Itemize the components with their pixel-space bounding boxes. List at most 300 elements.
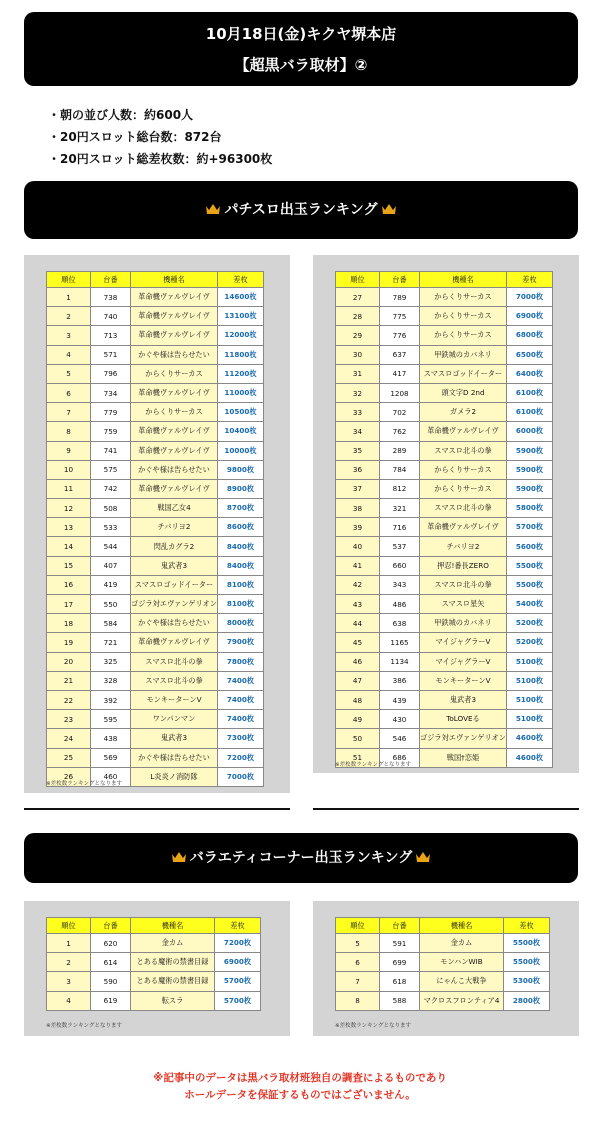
diff-cell: 6000枚	[506, 422, 552, 441]
table-row	[336, 307, 553, 326]
rank-cell: 48	[336, 690, 380, 709]
rank-cell: 28	[336, 307, 380, 326]
table-row	[47, 633, 264, 652]
machine-name-cell: 閃乱カグラ2	[131, 537, 218, 556]
diff-cell: 5500枚	[506, 556, 552, 575]
rank-cell: 40	[336, 537, 380, 556]
rank-cell: 2	[47, 307, 91, 326]
diff-cell: 13100枚	[217, 307, 263, 326]
summary-list	[48, 104, 272, 170]
crown-icon	[415, 851, 431, 863]
diff-cell: 2800枚	[504, 991, 550, 1010]
divider-line	[24, 808, 290, 810]
slot-ranking-panel-right	[313, 255, 579, 773]
machine-number-cell: 734	[91, 383, 131, 402]
table-header-row	[47, 918, 261, 934]
machine-name-cell: L炎炎ノ消防隊	[131, 767, 218, 786]
diff-cell: 6500枚	[506, 345, 552, 364]
machine-name-cell: 鬼武者3	[131, 556, 218, 575]
machine-number-cell: 762	[380, 422, 420, 441]
diff-cell: 5700枚	[215, 991, 261, 1010]
machine-name-cell: チバリヨ2	[131, 518, 218, 537]
machine-name-cell: スマスロ北斗の拳	[420, 441, 507, 460]
machine-number-cell: 1165	[380, 633, 420, 652]
machine-number-cell: 321	[380, 499, 420, 518]
table-row	[47, 383, 264, 402]
rank-cell: 33	[336, 403, 380, 422]
machine-number-cell: 775	[380, 307, 420, 326]
machine-number-cell: 537	[380, 537, 420, 556]
machine-number-cell: 419	[91, 575, 131, 594]
summary-line-crowd: ・朝の並び人数：約600人	[48, 108, 194, 122]
table-row	[47, 729, 264, 748]
rank-cell: 5	[336, 934, 380, 953]
machine-name-cell: マクロスフロンティア4	[420, 991, 504, 1010]
table-row	[336, 460, 553, 479]
table-row	[47, 710, 264, 729]
machine-name-cell: マイジャグラーV	[420, 633, 507, 652]
machine-name-cell: 甲鉄城のカバネリ	[420, 614, 507, 633]
diff-cell: 5300枚	[504, 972, 550, 991]
table-row	[47, 690, 264, 709]
rank-cell: 31	[336, 364, 380, 383]
machine-name-cell: 革命機ヴァルヴレイヴ	[420, 422, 507, 441]
machine-number-cell: 438	[91, 729, 131, 748]
rank-cell: 37	[336, 479, 380, 498]
rank-cell: 38	[336, 499, 380, 518]
rank-cell: 1	[47, 288, 91, 307]
summary-line-machines: ・20円スロット総台数：872台	[48, 130, 222, 144]
rank-cell: 23	[47, 710, 91, 729]
table-row	[47, 556, 264, 575]
rank-cell: 15	[47, 556, 91, 575]
table-row	[336, 953, 550, 972]
machine-name-cell: ワンパンマン	[131, 710, 218, 729]
table-row	[336, 934, 550, 953]
ranking-note: ※差枚数ランキングとなります	[46, 1023, 123, 1029]
machine-name-cell: スマスロ北斗の拳	[131, 671, 218, 690]
divider-line	[313, 808, 579, 810]
rank-cell: 25	[47, 748, 91, 767]
diff-cell: 8900枚	[217, 479, 263, 498]
rank-cell: 34	[336, 422, 380, 441]
diff-cell: 5900枚	[506, 441, 552, 460]
machine-name-cell: マイジャグラーV	[420, 652, 507, 671]
machine-number-cell: 738	[91, 288, 131, 307]
diff-cell: 8100枚	[217, 595, 263, 614]
rank-cell: 4	[47, 991, 91, 1010]
variety-ranking-banner	[24, 833, 578, 883]
table-row	[47, 288, 264, 307]
summary-line-total-diff: ・20円スロット総差枚数：約+96300枚	[48, 152, 273, 166]
rank-cell: 7	[47, 403, 91, 422]
rank-cell: 7	[336, 972, 380, 991]
table-row	[47, 499, 264, 518]
rank-cell: 43	[336, 595, 380, 614]
machine-name-cell: 革命機ヴァルヴレイヴ	[131, 383, 218, 402]
machine-name-cell: 革命機ヴァルヴレイヴ	[131, 288, 218, 307]
rank-cell: 47	[336, 671, 380, 690]
machine-number-cell: 460	[91, 767, 131, 786]
ranking-table	[335, 917, 550, 1011]
rank-cell: 32	[336, 383, 380, 402]
diff-cell: 7000枚	[217, 767, 263, 786]
rank-cell: 50	[336, 729, 380, 748]
table-row	[47, 748, 264, 767]
column-header: 差枚	[215, 918, 261, 934]
table-row	[47, 326, 264, 345]
rank-cell: 18	[47, 614, 91, 633]
table-row	[47, 537, 264, 556]
table-row	[336, 595, 553, 614]
table-row	[336, 729, 553, 748]
machine-name-cell: モンハンWIB	[420, 953, 504, 972]
machine-name-cell: 甲鉄城のカバネリ	[420, 345, 507, 364]
table-row	[336, 479, 553, 498]
machine-number-cell: 569	[91, 748, 131, 767]
machine-number-cell: 702	[380, 403, 420, 422]
diff-cell: 5100枚	[506, 710, 552, 729]
machine-name-cell: 金カム	[131, 934, 215, 953]
machine-number-cell: 637	[380, 345, 420, 364]
table-row	[47, 972, 261, 991]
machine-name-cell: ゴジラ対エヴァンゲリオン	[131, 595, 218, 614]
diff-cell: 6800枚	[506, 326, 552, 345]
table-row	[336, 633, 553, 652]
machine-number-cell: 325	[91, 652, 131, 671]
machine-number-cell: 544	[91, 537, 131, 556]
column-header: 機種名	[420, 918, 504, 934]
column-header: 差枚	[217, 272, 263, 288]
rank-cell: 21	[47, 671, 91, 690]
machine-name-cell: かぐや様は告らせたい	[131, 748, 218, 767]
rank-cell: 39	[336, 518, 380, 537]
variety-ranking-panel-right	[313, 901, 579, 1036]
ranking-table	[46, 271, 264, 787]
diff-cell: 5100枚	[506, 690, 552, 709]
machine-name-cell: 革命機ヴァルヴレイヴ	[131, 633, 218, 652]
table-row	[47, 934, 261, 953]
diff-cell: 7400枚	[217, 690, 263, 709]
table-row	[336, 499, 553, 518]
machine-number-cell: 439	[380, 690, 420, 709]
table-row	[336, 518, 553, 537]
diff-cell: 8700枚	[217, 499, 263, 518]
rank-cell: 51	[336, 748, 380, 767]
slot-ranking-title: パチスロ出玉ランキング	[224, 202, 378, 218]
table-row	[336, 345, 553, 364]
table-row	[336, 710, 553, 729]
machine-number-cell: 614	[91, 953, 131, 972]
ranking-table	[46, 917, 261, 1011]
machine-name-cell: スマスロゴッドイーター	[131, 575, 218, 594]
machine-number-cell: 699	[380, 953, 420, 972]
column-header: 順位	[336, 918, 380, 934]
diff-cell: 5700枚	[506, 518, 552, 537]
rank-cell: 17	[47, 595, 91, 614]
rank-cell: 49	[336, 710, 380, 729]
diff-cell: 5400枚	[506, 595, 552, 614]
variety-ranking-title: バラエティコーナー出玉ランキング	[189, 850, 413, 866]
disclaimer	[0, 1070, 600, 1104]
rank-cell: 45	[336, 633, 380, 652]
machine-name-cell: かぐや様は告らせたい	[131, 345, 218, 364]
machine-number-cell: 1134	[380, 652, 420, 671]
machine-number-cell: 546	[380, 729, 420, 748]
column-header: 差枚	[506, 272, 552, 288]
table-row	[47, 345, 264, 364]
diff-cell: 8600枚	[217, 518, 263, 537]
diff-cell: 8000枚	[217, 614, 263, 633]
machine-number-cell: 789	[380, 288, 420, 307]
machine-name-cell: とある魔術の禁書目録	[131, 953, 215, 972]
machine-number-cell: 407	[91, 556, 131, 575]
table-row	[47, 403, 264, 422]
machine-name-cell: からくりサーカス	[131, 364, 218, 383]
diff-cell: 5500枚	[506, 575, 552, 594]
table-row	[336, 652, 553, 671]
machine-number-cell: 759	[91, 422, 131, 441]
machine-number-cell: 776	[380, 326, 420, 345]
diff-cell: 6100枚	[506, 383, 552, 402]
ranking-table	[335, 271, 553, 768]
diff-cell: 5700枚	[215, 972, 261, 991]
disclaimer-line: ホールデータを保証するものではございません。	[184, 1089, 416, 1101]
table-row	[336, 403, 553, 422]
machine-name-cell: ゴジラ対エヴァンゲリオン	[420, 729, 507, 748]
rank-cell: 12	[47, 499, 91, 518]
diff-cell: 11200枚	[217, 364, 263, 383]
rank-cell: 8	[47, 422, 91, 441]
table-row	[47, 991, 261, 1010]
table-row	[47, 422, 264, 441]
machine-number-cell: 595	[91, 710, 131, 729]
diff-cell: 5100枚	[506, 652, 552, 671]
column-header: 順位	[336, 272, 380, 288]
machine-name-cell: 金カム	[420, 934, 504, 953]
diff-cell: 8400枚	[217, 556, 263, 575]
rank-cell: 16	[47, 575, 91, 594]
rank-cell: 42	[336, 575, 380, 594]
machine-number-cell: 619	[91, 991, 131, 1010]
rank-cell: 19	[47, 633, 91, 652]
rank-cell: 26	[47, 767, 91, 786]
rank-cell: 6	[47, 383, 91, 402]
ranking-note: ※差枚数ランキングとなります	[46, 781, 123, 787]
slot-ranking-panel-left	[24, 255, 290, 793]
diff-cell: 4600枚	[506, 729, 552, 748]
machine-name-cell: ToLOVEる	[420, 710, 507, 729]
machine-name-cell: とある魔術の禁書目録	[131, 972, 215, 991]
machine-name-cell: からくりサーカス	[420, 288, 507, 307]
table-row	[336, 690, 553, 709]
machine-name-cell: にゃんこ大戦争	[420, 972, 504, 991]
machine-name-cell: 革命機ヴァルヴレイヴ	[131, 441, 218, 460]
table-row	[336, 671, 553, 690]
rank-cell: 24	[47, 729, 91, 748]
machine-number-cell: 533	[91, 518, 131, 537]
rank-cell: 3	[47, 972, 91, 991]
column-header: 順位	[47, 272, 91, 288]
diff-cell: 5100枚	[506, 671, 552, 690]
variety-ranking-panel-left	[24, 901, 290, 1036]
rank-cell: 30	[336, 345, 380, 364]
machine-name-cell: スマスロ北斗の拳	[420, 499, 507, 518]
machine-number-cell: 620	[91, 934, 131, 953]
table-row	[47, 614, 264, 633]
machine-name-cell: ガメラ2	[420, 403, 507, 422]
rank-cell: 20	[47, 652, 91, 671]
diff-cell: 10000枚	[217, 441, 263, 460]
machine-number-cell: 721	[91, 633, 131, 652]
rank-cell: 46	[336, 652, 380, 671]
table-row	[47, 518, 264, 537]
table-row	[336, 537, 553, 556]
rank-cell: 22	[47, 690, 91, 709]
machine-number-cell: 713	[91, 326, 131, 345]
table-row	[47, 595, 264, 614]
rank-cell: 4	[47, 345, 91, 364]
column-header: 差枚	[504, 918, 550, 934]
rank-cell: 41	[336, 556, 380, 575]
diff-cell: 6100枚	[506, 403, 552, 422]
header-banner	[24, 12, 578, 86]
diff-cell: 8100枚	[217, 575, 263, 594]
machine-number-cell: 550	[91, 595, 131, 614]
table-row	[47, 441, 264, 460]
machine-name-cell: スマスロゴッドイーター	[420, 364, 507, 383]
rank-cell: 29	[336, 326, 380, 345]
machine-name-cell: 革命機ヴァルヴレイヴ	[131, 307, 218, 326]
column-header: 機種名	[131, 918, 215, 934]
table-row	[336, 614, 553, 633]
table-header-row	[336, 272, 553, 288]
rank-cell: 10	[47, 460, 91, 479]
machine-number-cell: 784	[380, 460, 420, 479]
machine-name-cell: からくりサーカス	[131, 403, 218, 422]
table-row	[336, 972, 550, 991]
rank-cell: 8	[336, 991, 380, 1010]
machine-name-cell: かぐや様は告らせたい	[131, 460, 218, 479]
diff-cell: 10500枚	[217, 403, 263, 422]
column-header: 機種名	[420, 272, 507, 288]
machine-name-cell: 革命機ヴァルヴレイヴ	[131, 479, 218, 498]
rank-cell: 1	[47, 934, 91, 953]
diff-cell: 8400枚	[217, 537, 263, 556]
machine-number-cell: 430	[380, 710, 420, 729]
machine-number-cell: 796	[91, 364, 131, 383]
machine-number-cell: 779	[91, 403, 131, 422]
machine-number-cell: 392	[91, 690, 131, 709]
crown-icon	[171, 851, 187, 863]
table-row	[336, 991, 550, 1010]
machine-number-cell: 618	[380, 972, 420, 991]
machine-name-cell: チバリヨ2	[420, 537, 507, 556]
machine-number-cell: 417	[380, 364, 420, 383]
machine-name-cell: からくりサーカス	[420, 479, 507, 498]
machine-name-cell: スマスロ星矢	[420, 595, 507, 614]
column-header: 台番	[380, 272, 420, 288]
table-row	[336, 364, 553, 383]
machine-number-cell: 571	[91, 345, 131, 364]
rank-cell: 36	[336, 460, 380, 479]
machine-name-cell: 革命機ヴァルヴレイヴ	[420, 518, 507, 537]
machine-number-cell: 638	[380, 614, 420, 633]
machine-number-cell: 1208	[380, 383, 420, 402]
rank-cell: 35	[336, 441, 380, 460]
table-row	[336, 326, 553, 345]
machine-name-cell: スマスロ北斗の拳	[131, 652, 218, 671]
diff-cell: 7400枚	[217, 671, 263, 690]
rank-cell: 5	[47, 364, 91, 383]
column-header: 台番	[380, 918, 420, 934]
machine-number-cell: 591	[380, 934, 420, 953]
column-header: 順位	[47, 918, 91, 934]
ranking-note: ※差枚数ランキングとなります	[335, 1023, 412, 1029]
machine-number-cell: 686	[380, 748, 420, 767]
machine-number-cell: 584	[91, 614, 131, 633]
diff-cell: 7800枚	[217, 652, 263, 671]
table-row	[336, 575, 553, 594]
table-header-row	[336, 918, 550, 934]
machine-number-cell: 343	[380, 575, 420, 594]
diff-cell: 11000枚	[217, 383, 263, 402]
machine-name-cell: 戦国乙女4	[131, 499, 218, 518]
machine-number-cell: 289	[380, 441, 420, 460]
table-row	[47, 652, 264, 671]
rank-cell: 11	[47, 479, 91, 498]
machine-number-cell: 660	[380, 556, 420, 575]
diff-cell: 5600枚	[506, 537, 552, 556]
slot-ranking-banner	[24, 181, 578, 239]
crown-icon	[205, 203, 221, 215]
machine-name-cell: モンキーターンV	[420, 671, 507, 690]
rank-cell: 44	[336, 614, 380, 633]
table-row	[47, 460, 264, 479]
rank-cell: 3	[47, 326, 91, 345]
diff-cell: 5900枚	[506, 479, 552, 498]
machine-number-cell: 741	[91, 441, 131, 460]
machine-name-cell: 鬼武者3	[131, 729, 218, 748]
rank-cell: 14	[47, 537, 91, 556]
machine-number-cell: 812	[380, 479, 420, 498]
diff-cell: 6900枚	[506, 307, 552, 326]
rank-cell: 6	[336, 953, 380, 972]
machine-number-cell: 740	[91, 307, 131, 326]
diff-cell: 5500枚	[504, 953, 550, 972]
rank-cell: 9	[47, 441, 91, 460]
table-header-row	[47, 272, 264, 288]
store-title: 10月18日(金)キクヤ堺本店	[205, 25, 397, 43]
diff-cell: 7200枚	[217, 748, 263, 767]
diff-cell: 11800枚	[217, 345, 263, 364]
machine-number-cell: 508	[91, 499, 131, 518]
diff-cell: 5500枚	[504, 934, 550, 953]
rank-cell: 2	[47, 953, 91, 972]
column-header: 機種名	[131, 272, 218, 288]
table-row	[336, 288, 553, 307]
diff-cell: 7000枚	[506, 288, 552, 307]
diff-cell: 5200枚	[506, 633, 552, 652]
machine-name-cell: 革命機ヴァルヴレイヴ	[131, 422, 218, 441]
diff-cell: 14600枚	[217, 288, 263, 307]
table-row	[47, 671, 264, 690]
machine-name-cell: 革命機ヴァルヴレイヴ	[131, 326, 218, 345]
crown-icon	[381, 203, 397, 215]
machine-number-cell: 486	[380, 595, 420, 614]
machine-number-cell: 386	[380, 671, 420, 690]
machine-number-cell: 590	[91, 972, 131, 991]
